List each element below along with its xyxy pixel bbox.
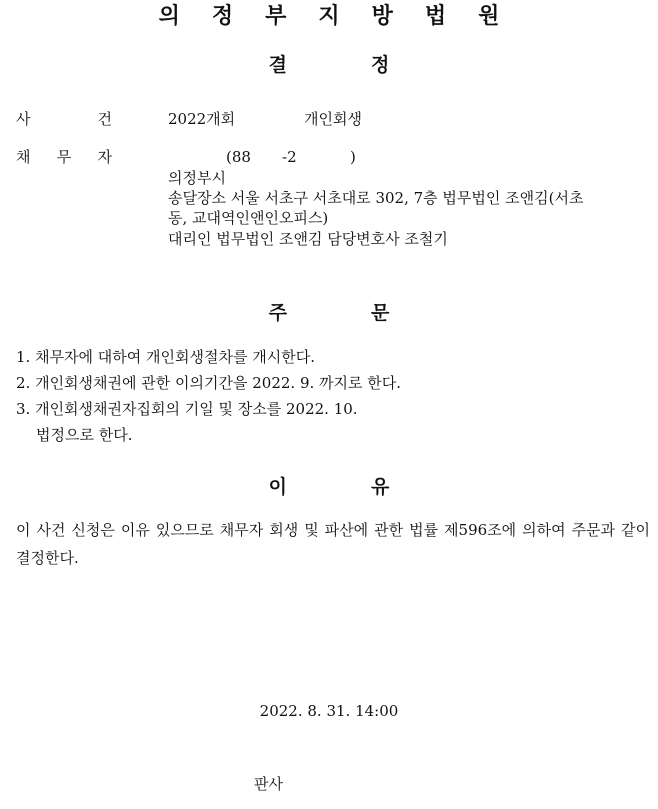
order-item-1: 1. 채무자에 대하여 개인회생절차를 개시한다. — [16, 348, 315, 366]
debtor-label-char-2: 무 — [56, 148, 72, 166]
debtor-id-mid: -2 — [282, 148, 297, 166]
debtor-id-close: ) — [350, 148, 356, 166]
order-item-3: 3. 개인회생채권자집회의 기일 및 장소를 2022. 10. — [16, 400, 358, 418]
legal-agent: 대리인 법무법인 조앤김 담당변호사 조철기 — [168, 230, 448, 248]
case-label-char-2: 건 — [97, 110, 112, 128]
reason-heading: 이유 — [268, 476, 474, 498]
court-name: 의정부지방법원 — [158, 4, 532, 29]
order-item-2: 2. 개인회생채권에 관한 이의기간을 2022. 9. 까지로 한다. — [16, 374, 402, 392]
order-heading: 주문 — [268, 302, 474, 324]
debtor-address: 의정부시 — [168, 169, 226, 187]
judge-label: 판사 — [254, 775, 283, 793]
debtor-label — [16, 148, 112, 166]
delivery-address-line1: 송달장소 서울 서초구 서초대로 302, 7층 법무법인 조앤김(서초 — [168, 189, 584, 207]
reason-paragraph: 이 사건 신청은 이유 있으므로 채무자 회생 및 파산에 관한 법률 제596조에 의하여 주문과 같이 결정한다. — [16, 521, 650, 567]
order-item-3-continued: 법정으로 한다. — [36, 426, 133, 444]
debtor-label-char-3: 자 — [97, 148, 112, 166]
delivery-address-line2: 동, 교대역인앤인오피스) — [168, 209, 329, 227]
case-label — [16, 110, 112, 128]
case-name: 개인회생 — [304, 110, 362, 128]
document-title: 결정 — [268, 54, 474, 76]
debtor-label-char-1: 채 — [16, 148, 31, 166]
debtor-id-open: (88 — [226, 148, 251, 166]
case-label-char-1: 사 — [16, 110, 31, 128]
case-number: 2022개회 — [168, 110, 236, 128]
decision-datetime: 2022. 8. 31. 14:00 — [259, 702, 399, 720]
